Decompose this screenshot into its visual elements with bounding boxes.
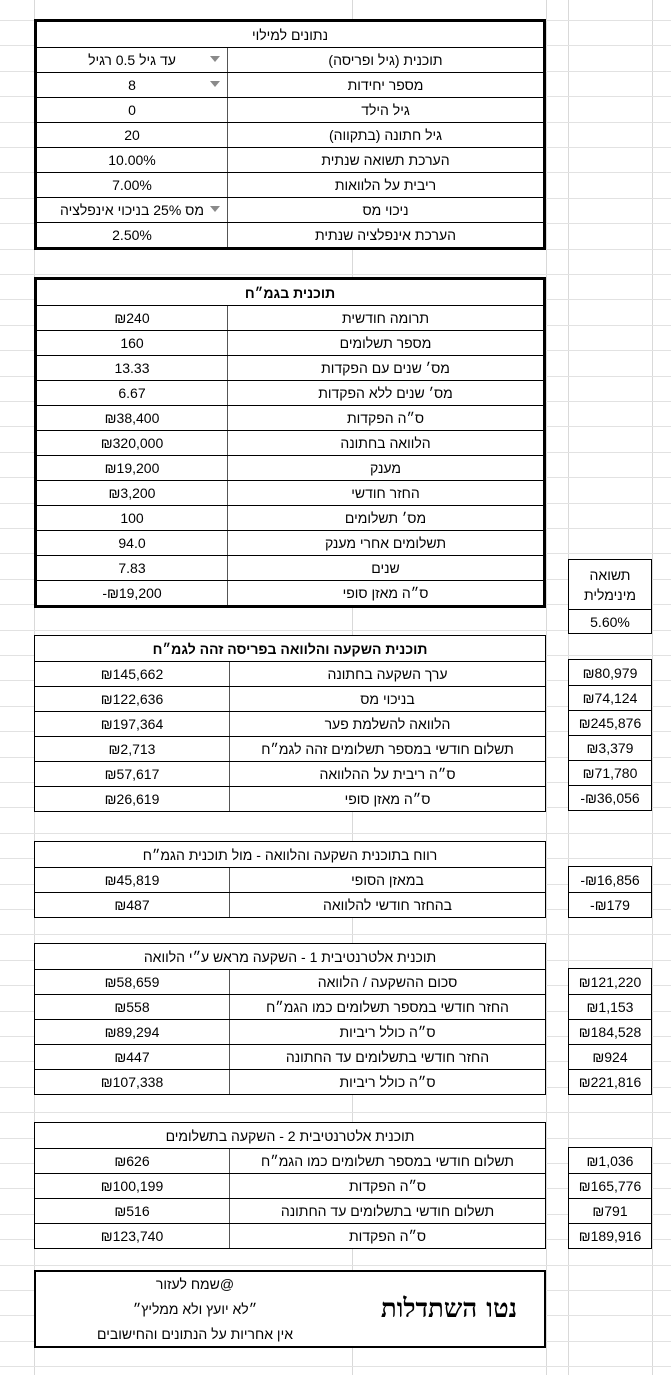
profit-value[interactable]: ₪487 <box>114 897 150 913</box>
gmach-label: מספר תשלומים <box>227 331 543 355</box>
gmach-row <box>37 580 543 605</box>
invest-row <box>35 761 545 786</box>
gmach-label: תשלומים אחרי מענק <box>227 531 543 555</box>
gmach-value[interactable]: 100 <box>120 510 144 526</box>
input-row-child-age <box>37 97 543 122</box>
alt2-label: תשלום חודשי במספר תשלומים כמו הגמ״ח <box>229 1149 545 1173</box>
alt2-side-column <box>568 1147 652 1249</box>
gmach-row <box>37 455 543 480</box>
gmach-row <box>37 505 543 530</box>
alt1-value[interactable]: ₪89,294 <box>104 1024 160 1040</box>
alt1-label: החזר חודשי בתשלומים עד החתונה <box>229 1045 545 1069</box>
invest-side-value[interactable]: -₪36,056 <box>569 785 651 810</box>
invest-label: הלוואה להשלמת פער <box>229 712 545 736</box>
gmach-value[interactable]: 6.67 <box>118 385 146 401</box>
alt1-row <box>35 969 545 994</box>
alt1-label: ס״ה כולל ריביות <box>229 1070 545 1094</box>
dropdown-arrow-icon[interactable] <box>210 206 220 212</box>
invest-label: תשלום חודשי במספר תשלומים זהה לגמ״ח <box>229 737 545 761</box>
footer-line-3: אין אחריות על הנתונים והחישובים <box>97 1325 293 1342</box>
inputs-title: נתונים למילוי <box>251 26 329 43</box>
profit-label: במאזן הסופי <box>229 868 545 892</box>
alt1-value[interactable]: ₪107,338 <box>100 1074 164 1090</box>
brand-cell <box>354 1272 544 1346</box>
alt2-value[interactable]: ₪626 <box>114 1153 150 1169</box>
invest-side-value[interactable]: ₪3,379 <box>569 735 651 760</box>
alt2-side-value[interactable]: ₪189,916 <box>569 1223 651 1248</box>
inflation-cell[interactable]: 2.50% <box>112 227 152 243</box>
alt1-side-value[interactable]: ₪121,220 <box>578 973 642 990</box>
profit-side-value[interactable]: -₪179 <box>569 892 651 917</box>
min-return-label-2: מינימלית <box>584 586 636 603</box>
alt1-value[interactable]: ₪447 <box>114 1049 150 1065</box>
gmach-row <box>37 480 543 505</box>
gmach-value[interactable]: ₪38,400 <box>104 410 160 426</box>
gmach-value[interactable]: 7.83 <box>118 560 146 576</box>
input-row-return <box>37 147 543 172</box>
invest-row <box>35 786 545 811</box>
gmach-label: ס״ה הפקדות <box>227 406 543 430</box>
disclaimer-cell <box>36 1272 354 1346</box>
gmach-label: מס׳ שנים ללא הפקדות <box>227 381 543 405</box>
alt1-side-value[interactable]: ₪1,153 <box>569 994 651 1019</box>
invest-row <box>35 686 545 711</box>
gmach-panel <box>34 277 546 608</box>
grid-line <box>0 1112 671 1113</box>
input-row-units <box>37 72 543 97</box>
alt2-value[interactable]: ₪100,199 <box>100 1178 164 1194</box>
gmach-label: מס׳ תשלומים <box>227 506 543 530</box>
input-label: תוכנית (גיל ופריסה) <box>227 48 543 72</box>
dropdown-arrow-icon[interactable] <box>210 81 220 87</box>
alt1-row <box>35 1069 545 1094</box>
profit-side-value[interactable]: -₪16,856 <box>580 871 640 888</box>
input-row-plan <box>37 47 543 72</box>
gmach-value[interactable]: -₪19,200 <box>102 585 162 601</box>
alt2-label: תשלום חודשי בתשלומים עד החתונה <box>229 1199 545 1223</box>
gmach-value[interactable]: ₪19,200 <box>104 460 160 476</box>
input-row-wedding-age <box>37 122 543 147</box>
footer-line-1: שמח לעזור@ <box>155 1275 235 1292</box>
gmach-value[interactable]: ₪320,000 <box>100 435 164 451</box>
brand-title: נטו השתדלות <box>380 1294 518 1324</box>
invest-value[interactable]: ₪122,636 <box>100 691 164 707</box>
wedding-age-cell[interactable]: 20 <box>124 127 140 143</box>
profit-value[interactable]: ₪45,819 <box>104 872 160 888</box>
alt1-row <box>35 994 545 1019</box>
grid-line <box>546 0 547 1375</box>
alt2-label: ס״ה הפקדות <box>229 1174 545 1198</box>
min-return-value[interactable]: 5.60% <box>568 609 652 634</box>
alt2-side-value[interactable]: ₪791 <box>569 1198 651 1223</box>
gmach-label: ס״ה מאזן סופי <box>227 581 543 605</box>
input-row-tax <box>37 197 543 222</box>
gmach-row <box>37 305 543 330</box>
gmach-row <box>37 330 543 355</box>
min-return-header <box>568 559 652 609</box>
alt1-side-value[interactable]: ₪221,816 <box>569 1069 651 1094</box>
invest-side-value[interactable]: ₪71,780 <box>569 760 651 785</box>
gmach-row <box>37 555 543 580</box>
grid-line <box>652 0 653 1375</box>
profit-panel <box>34 841 546 918</box>
gmach-value[interactable]: ₪240 <box>114 310 150 326</box>
alt2-row <box>35 1148 545 1173</box>
gmach-header <box>37 280 543 305</box>
grid-line <box>0 833 671 834</box>
gmach-row <box>37 430 543 455</box>
grid-line <box>0 934 671 935</box>
profit-row <box>35 892 545 917</box>
invest-label: בניכוי מס <box>229 687 545 711</box>
profit-header <box>35 842 545 867</box>
units-select[interactable] <box>37 73 227 97</box>
plan-select[interactable] <box>37 48 227 72</box>
alt1-label: סכום ההשקעה / הלוואה <box>229 970 545 994</box>
alt1-side-column <box>568 968 652 1095</box>
invest-row <box>35 736 545 761</box>
invest-label: ס״ה ריבית על ההלוואה <box>229 762 545 786</box>
footer-panel <box>34 1270 546 1348</box>
input-row-interest <box>37 172 543 197</box>
profit-side-column <box>568 866 652 918</box>
dropdown-arrow-icon[interactable] <box>210 56 220 62</box>
gmach-value[interactable]: ₪3,200 <box>108 485 156 501</box>
gmach-title: תוכנית בגמ״ח <box>244 284 336 301</box>
alt1-panel <box>34 943 546 1095</box>
alt2-title: תוכנית אלטרנטיבית 2 - השקעה בתשלומים <box>165 1127 415 1144</box>
invest-value[interactable]: ₪2,713 <box>108 741 156 757</box>
gmach-row <box>37 380 543 405</box>
profit-label: בהחזר חודשי להלוואה <box>229 893 545 917</box>
gmach-label: מס׳ שנים עם הפקדות <box>227 356 543 380</box>
invest-row <box>35 661 545 686</box>
input-label: גיל הילד <box>227 98 543 122</box>
gmach-value[interactable]: 160 <box>120 335 144 351</box>
invest-side-value[interactable]: ₪80,979 <box>582 664 638 681</box>
alt1-side-value[interactable]: ₪184,528 <box>569 1019 651 1044</box>
alt2-panel <box>34 1122 546 1249</box>
units-value: 8 <box>128 77 136 93</box>
gmach-label: תרומה חודשית <box>227 306 543 330</box>
invest-value[interactable]: ₪57,617 <box>104 766 160 782</box>
gmach-value[interactable]: 13.33 <box>114 360 150 376</box>
alt2-side-value[interactable]: ₪1,036 <box>586 1152 634 1169</box>
tax-select[interactable] <box>37 198 227 222</box>
alt1-title: תוכנית אלטרנטיבית 1 - השקעה מראש ע״י הלוואה <box>143 948 437 965</box>
alt1-side-value[interactable]: ₪924 <box>569 1044 651 1069</box>
invest-title: תוכנית השקעה והלוואה בפריסה זהה לגמ״ח <box>152 640 428 657</box>
gmach-row <box>37 405 543 430</box>
invest-value[interactable]: ₪26,619 <box>104 791 160 807</box>
invest-value[interactable]: ₪197,364 <box>100 716 164 732</box>
input-row-inflation <box>37 222 543 247</box>
tax-value: מס 25% בניכוי אינפלציה <box>59 202 204 218</box>
loan-interest-cell[interactable]: 7.00% <box>112 177 152 193</box>
grid-line <box>0 1366 671 1367</box>
input-label: ריבית על הלוואות <box>227 173 543 197</box>
invest-panel <box>34 635 546 812</box>
invest-label: ערך השקעה בחתונה <box>229 662 545 686</box>
gmach-label: החזר חודשי <box>227 481 543 505</box>
invest-side-column <box>568 659 652 811</box>
input-label: ניכוי מס <box>227 198 543 222</box>
gmach-value[interactable]: 94.0 <box>118 535 146 551</box>
invest-side-value[interactable]: ₪245,876 <box>569 710 651 735</box>
annual-return-cell[interactable]: 10.00% <box>108 152 156 168</box>
input-label: מספר יחידות <box>227 73 543 97</box>
alt2-header <box>35 1123 545 1148</box>
alt2-side-value[interactable]: ₪165,776 <box>569 1173 651 1198</box>
grid-line <box>0 1265 671 1266</box>
gmach-row <box>37 355 543 380</box>
child-age-cell[interactable]: 0 <box>128 102 136 118</box>
min-return-label-1: תשואה <box>589 566 631 583</box>
invest-value[interactable]: ₪145,662 <box>100 666 164 682</box>
input-label: גיל חתונה (בתקווה) <box>227 123 543 147</box>
alt1-value[interactable]: ₪58,659 <box>104 974 160 990</box>
alt1-header <box>35 944 545 969</box>
inputs-header <box>37 22 543 47</box>
plan-value: עד גיל 0.5 רגיל <box>88 52 176 68</box>
gmach-label: הלוואה בחתונה <box>227 431 543 455</box>
input-label: הערכת אינפלציה שנתית <box>227 223 543 247</box>
alt1-label: החזר חודשי במספר תשלומים כמו הגמ״ח <box>229 995 545 1019</box>
alt2-row <box>35 1198 545 1223</box>
alt2-row <box>35 1223 545 1248</box>
alt1-row <box>35 1019 545 1044</box>
alt1-label: ס״ה כולל ריביות <box>229 1020 545 1044</box>
alt2-label: ס״ה הפקדות <box>229 1224 545 1248</box>
invest-label: ס״ה מאזן סופי <box>229 787 545 811</box>
alt2-value[interactable]: ₪516 <box>114 1203 150 1219</box>
inputs-panel <box>34 19 546 250</box>
alt2-row <box>35 1173 545 1198</box>
gmach-label: מענק <box>227 456 543 480</box>
invest-row <box>35 711 545 736</box>
gmach-row <box>37 530 543 555</box>
alt2-value[interactable]: ₪123,740 <box>100 1228 164 1244</box>
grid-line <box>0 274 671 275</box>
input-label: הערכת תשואה שנתית <box>227 148 543 172</box>
profit-title: רווח בתוכנית השקעה והלוואה - מול תוכנית הגמ״ח <box>142 846 438 863</box>
gmach-label: שנים <box>227 556 543 580</box>
alt1-value[interactable]: ₪558 <box>114 999 150 1015</box>
profit-row <box>35 867 545 892</box>
invest-side-value[interactable]: ₪74,124 <box>569 685 651 710</box>
alt1-row <box>35 1044 545 1069</box>
footer-line-2: ״לא יועץ ולא ממליץ״ <box>132 1300 258 1317</box>
invest-header <box>35 636 545 661</box>
